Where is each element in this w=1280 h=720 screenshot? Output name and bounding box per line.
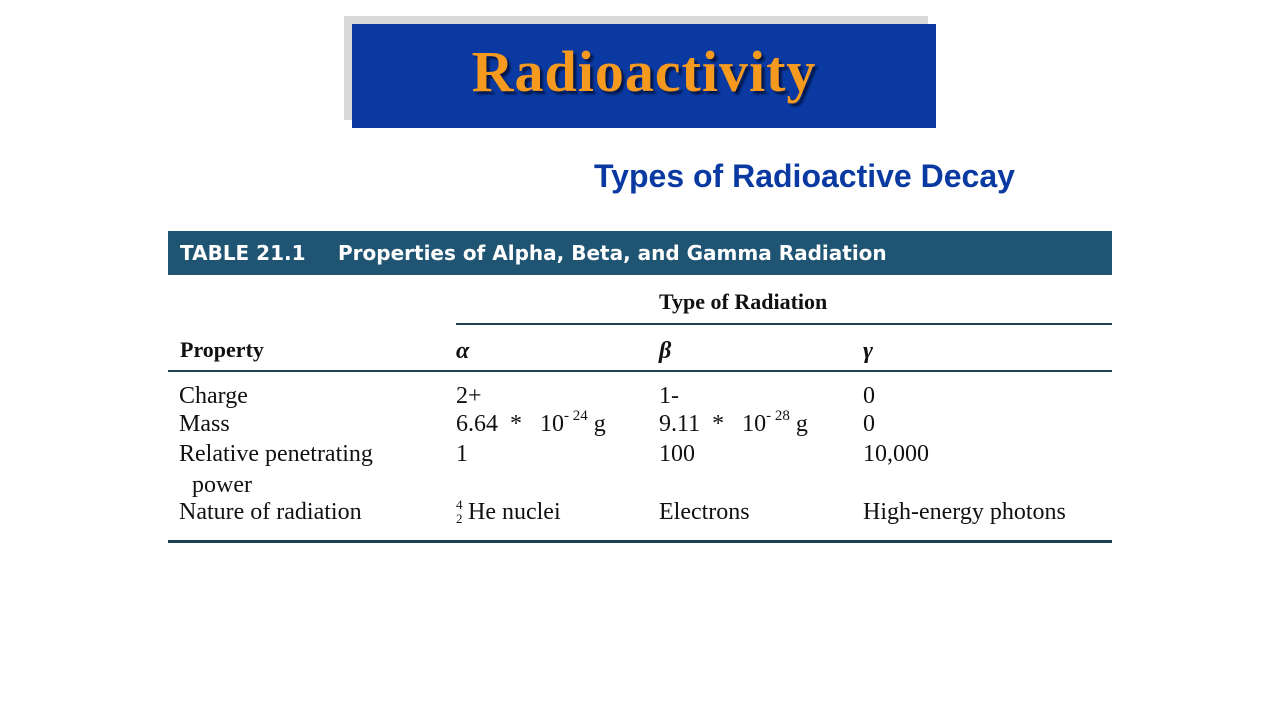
alpha-column-header: α — [456, 338, 470, 364]
slide-subtitle: Types of Radioactive Decay — [594, 158, 1015, 194]
penetrating-alpha: 1 — [456, 441, 468, 467]
charge-label: Charge — [179, 383, 248, 409]
table-number: TABLE 21.1 — [180, 241, 306, 265]
nature-alpha-text: He nuclei — [468, 499, 561, 525]
penetrating-gamma: 10,000 — [863, 441, 929, 467]
group-header: Type of Radiation — [659, 289, 828, 314]
mass-alpha — [456, 410, 606, 441]
gamma-column-header: γ — [863, 338, 873, 364]
group-header-rule — [456, 323, 1112, 325]
mass-alpha-base: 6.64 * 10 — [456, 411, 564, 437]
nature-label: Nature of radiation — [179, 499, 362, 525]
mass-beta-base: 9.11 * 10 — [659, 411, 767, 437]
nature-beta: Electrons — [659, 499, 750, 525]
charge-beta: 1- — [659, 383, 679, 409]
alpha-mass-number: 4 — [456, 497, 463, 512]
title-banner — [352, 24, 936, 128]
mass-beta-unit: g — [789, 411, 808, 437]
mass-alpha-unit: g — [587, 411, 606, 437]
charge-gamma: 0 — [863, 383, 875, 409]
nature-gamma: High-energy photons — [863, 499, 1066, 525]
table-caption: Properties of Alpha, Beta, and Gamma Radiation — [338, 241, 887, 265]
charge-alpha: 2+ — [456, 383, 482, 409]
mass-gamma: 0 — [863, 411, 875, 437]
alpha-atomic-number: 2 — [456, 511, 463, 526]
penetrating-label-continuation: power — [192, 472, 252, 498]
penetrating-beta: 100 — [659, 441, 695, 467]
header-rule — [168, 370, 1112, 372]
beta-column-header: β — [659, 338, 672, 364]
helium-isotope-notation — [456, 498, 468, 526]
penetrating-label: Relative penetrating — [179, 441, 373, 467]
mass-label: Mass — [179, 411, 230, 437]
mass-beta — [659, 410, 808, 441]
mass-alpha-exponent: - 24 — [564, 408, 588, 424]
slide-title: Radioactivity — [471, 38, 817, 104]
table-bottom-rule — [168, 540, 1112, 543]
property-header: Property — [180, 337, 264, 362]
table-caption-bar — [168, 231, 1112, 275]
nature-alpha — [456, 498, 561, 526]
mass-beta-exponent: - 28 — [766, 408, 790, 424]
